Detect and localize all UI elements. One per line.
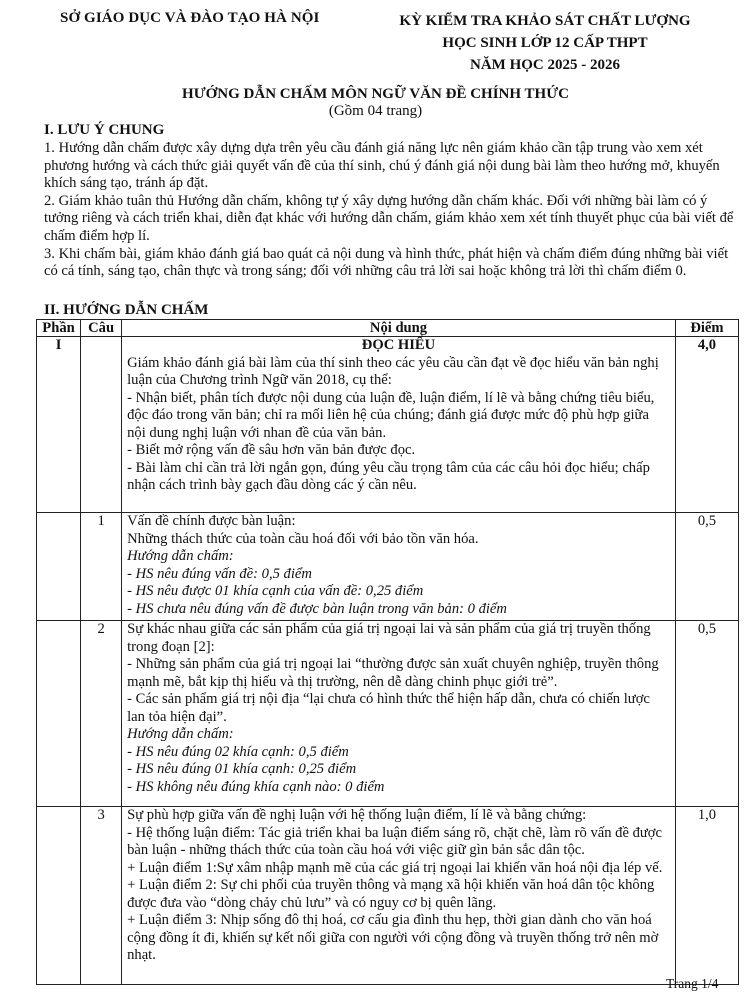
column-header-part: Phần [37, 320, 81, 337]
question-number: 2 [81, 621, 122, 807]
question-score: 0,5 [675, 513, 738, 621]
content-line: + Luận điểm 3: Nhịp sống đô thị hoá, cơ cấu gia đình thu hẹp, thời gian dành cho văn hoá cộng đồng ít đi, khiến sự kết nối giữa con người với cộng đồng và truyền thống trở nên mờ nhạt. [127, 912, 659, 963]
content-line: + Luận điểm 1:Sự xâm nhập mạnh mẽ của các giá trị ngoại lai khiến văn hoá nội địa lép vế. [127, 859, 663, 876]
table-row-question-1 [37, 513, 739, 621]
document-title: HƯỚNG DẪN CHẤM MÔN NGỮ VĂN ĐỀ CHÍNH THỨC [182, 86, 569, 102]
content-line: - Các sản phẩm giá trị nội địa “lại chưa có hình thức thể hiện hấp dẫn, chưa có chiến lược lan tỏa hiện đại”. [127, 691, 650, 725]
note-item: 2. Giám khảo tuân thủ Hướng dẫn chấm, không tự ý xây dựng hướng dẫn chấm khác. Đối với những bài làm có ý tưởng riêng và cách triển khai, diễn đạt khác với hướng dẫn chấm, giám khảo xem xét tính thuyết phục của bài viết để chấm điểm hợp lí. [44, 192, 734, 244]
issuing-authority: SỞ GIÁO DỤC VÀ ĐÀO TẠO HÀ NỘI [60, 10, 320, 26]
empty-cell [81, 337, 122, 513]
content-line: Sự phù hợp giữa vấn đề nghị luận với hệ thống luận điểm, lí lẽ và bằng chứng: [127, 807, 587, 823]
part-intro-line: - Biết mở rộng vấn đề sâu hơn văn bản được đọc. [127, 442, 416, 458]
column-header-score: Điểm [675, 320, 738, 337]
part-content [122, 337, 676, 513]
question-number: 1 [81, 513, 122, 621]
table-row-question-2 [37, 621, 739, 807]
guide-line: - HS nêu được 01 khía cạnh của vấn đề: 0,25 điểm [127, 583, 424, 599]
guide-line: - HS nêu đúng vấn đề: 0,5 điểm [127, 565, 312, 582]
column-header-question: Câu [81, 320, 122, 337]
empty-cell [37, 513, 81, 621]
content-line: - Những sản phẩm của giá trị ngoại lai “thường được sản xuất chuyên nghiệp, truyền thông mạnh mẽ, bắt kịp thị hiếu và thị trường, nên dễ dàng chinh phục giới trẻ”. [127, 656, 659, 690]
exam-header [380, 10, 710, 76]
part-score: 4,0 [675, 337, 738, 513]
guide-label: Hướng dẫn chấm: [127, 726, 234, 742]
table-row-part-reading [37, 337, 739, 513]
guide-label: Hướng dẫn chấm: [127, 548, 234, 564]
question-number: 3 [81, 807, 122, 985]
content-line: Vấn đề chính được bàn luận: [127, 513, 296, 529]
part-label: I [37, 337, 81, 513]
exam-header-line: KỲ KIỂM TRA KHẢO SÁT CHẤT LƯỢNG [399, 13, 691, 29]
question-score: 0,5 [675, 621, 738, 807]
empty-cell [37, 807, 81, 985]
empty-cell [37, 621, 81, 807]
part-title: ĐỌC HIỂU [361, 337, 436, 353]
page-number: Trang 1/4 [666, 976, 719, 991]
section-heading-general-notes: I. LƯU Ý CHUNG [44, 122, 165, 138]
general-notes [44, 140, 738, 281]
question-content [122, 621, 676, 807]
section-heading-grading-guide: II. HƯỚNG DẪN CHẤM [44, 302, 209, 318]
document-subtitle: (Gồm 04 trang) [328, 103, 423, 119]
table-header-row [37, 320, 739, 337]
note-item: 3. Khi chấm bài, giám khảo đánh giá bao quát cả nội dung và hình thức, phát hiện và chấm điểm đúng những bài viết có cá tính, sáng tạo, chân thực và trong sáng; đối với những câu trả lời sai hoặc không trả lời thì chấm điểm 0. [44, 245, 729, 280]
content-line: Những thách thức của toàn cầu hoá đối với bảo tồn văn hóa. [127, 530, 479, 547]
exam-header-line: HỌC SINH LỚP 12 CẤP THPT [442, 35, 648, 51]
content-line: - Hệ thống luận điểm: Tác giả triển khai ba luận điểm sáng rõ, chặt chẽ, làm rõ vấn đề được bàn luận - những thách thức của toàn cầu hoá với việc giữ gìn bản sắc dân tộc. [127, 824, 662, 858]
question-content [122, 513, 676, 621]
question-score: 1,0 [675, 807, 738, 985]
part-intro-line: Giám khảo đánh giá bài làm của thí sinh theo các yêu cầu cần đạt về đọc hiểu văn bản nghị luận của Chương trình Ngữ văn 2018, cụ thể: [127, 354, 659, 388]
question-content [122, 807, 676, 985]
guide-line: - HS nêu đúng 02 khía cạnh: 0,5 điểm [127, 743, 349, 760]
content-line: + Luận điểm 2: Sự chi phối của truyền thông và mạng xã hội khiến văn hoá dân tộc không được đưa vào “dòng chảy chủ lưu” và có nguy cơ bị quên lãng. [127, 877, 655, 911]
table-row-question-3 [37, 807, 739, 985]
column-header-content: Nội dung [122, 320, 676, 337]
grading-table [36, 319, 739, 985]
guide-line: - HS chưa nêu đúng vấn đề được bàn luận trong văn bản: 0 điểm [127, 600, 507, 617]
content-line: Sự khác nhau giữa các sản phẩm của giá trị ngoại lai và sản phẩm của giá trị truyền thống trong đoạn [2]: [127, 621, 651, 655]
part-intro-line: - Bài làm chỉ cần trả lời ngắn gọn, đúng yêu cầu trọng tâm của các câu hỏi đọc hiểu; chấp nhận cách trình bày gạch đầu dòng các ý cần nêu. [127, 459, 650, 493]
guide-line: - HS không nêu đúng khía cạnh nào: 0 điểm [127, 778, 385, 795]
exam-header-line: NĂM HỌC 2025 - 2026 [470, 57, 620, 73]
note-item: 1. Hướng dẫn chấm được xây dựng dựa trên yêu cầu đánh giá năng lực nên giám khảo cần tập trung vào xem xét phương hướng và cách thức giải quyết vấn đề của thí sinh, chú ý đánh giá nội dung bài làm theo hướng mở, khuyến khích sáng tạo, tránh áp đặt. [44, 140, 720, 192]
guide-line: - HS nêu đúng 01 khía cạnh: 0,25 điểm [127, 761, 357, 777]
part-intro-line: - Nhận biết, phân tích được nội dung của luận đề, luận điểm, lí lẽ và bằng chứng tiêu biểu, độc đáo trong văn bản; chỉ ra mối liên hệ của chúng; đánh giá được mức độ phù hợp giữa nội dung nghị luận với nhan đề của văn bản. [127, 389, 655, 441]
